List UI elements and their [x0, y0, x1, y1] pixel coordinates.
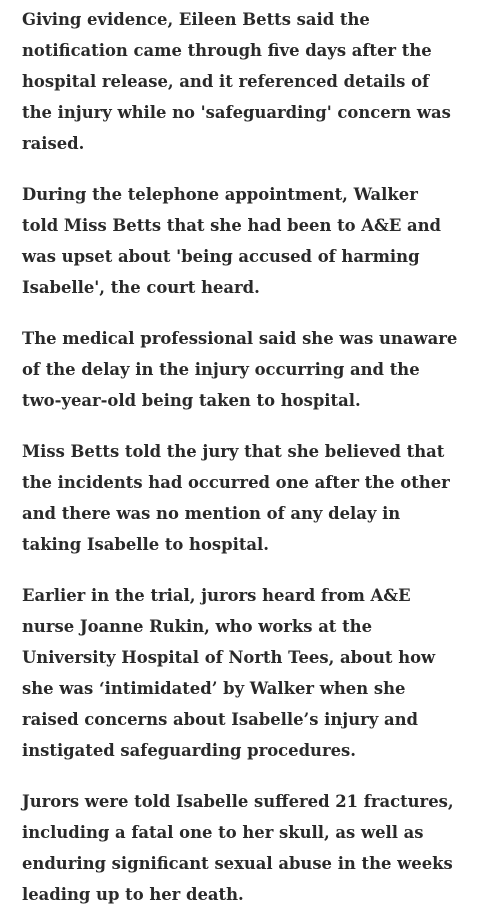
article-paragraph: Earlier in the trial, jurors heard from A&E nurse Joanne Rukin, who works at the University Hospital of North Tees, about how she was ‘intimidated’ by Walker when she raised concerns about Isabelle’s injury and instigated safeguarding procedures. [22, 586, 436, 760]
article-paragraph: During the telephone appointment, Walker told Miss Betts that she had been to A&E and was upset about 'being accused of harming Isabelle', the court heard. [22, 185, 442, 297]
article-paragraph: Giving evidence, Eileen Betts said the notification came through five days after the hospital release, and it referenced details of the injury while no 'safeguarding' concern was raised. [22, 10, 451, 153]
article-paragraph: Jurors were told Isabelle suffered 21 fractures, including a fatal one to her skull, as well as enduring significant sexual abuse in the weeks leading up to her death. [22, 792, 454, 904]
article-paragraph: The medical professional said she was unaware of the delay in the injury occurring and the two-year-old being taken to hospital. [22, 329, 458, 410]
article-paragraph: Miss Betts told the jury that she believed that the incidents had occurred one after the other and there was no mention of any delay in taking Isabelle to hospital. [22, 442, 450, 554]
